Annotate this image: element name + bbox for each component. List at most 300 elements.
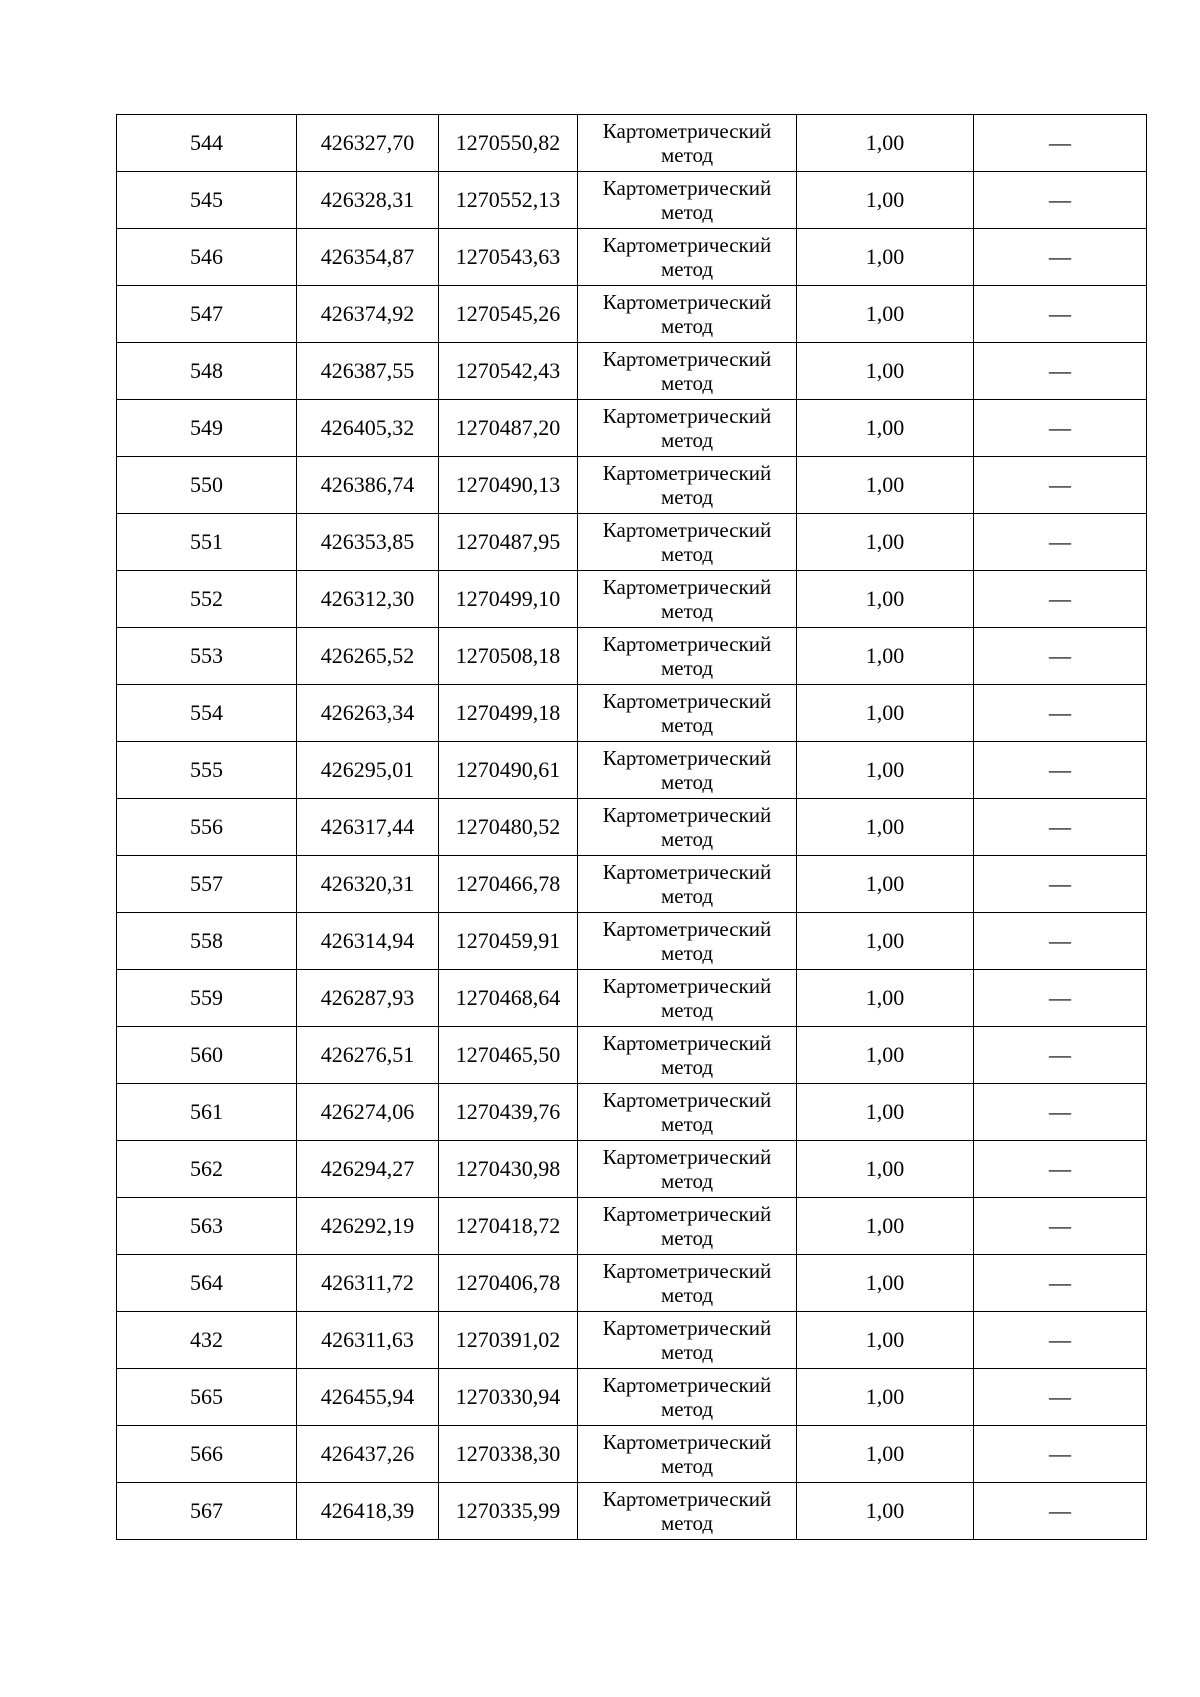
accuracy-cell [797, 1369, 974, 1426]
accuracy-cell [797, 229, 974, 286]
x-coordinate-cell [297, 799, 439, 856]
y-value: 1270552,13 [455, 186, 561, 212]
accuracy-value: 1,00 [865, 756, 905, 782]
point-value: 562 [190, 1155, 223, 1181]
x-coordinate-cell [297, 343, 439, 400]
note-cell [974, 1255, 1147, 1312]
y-coordinate-cell [439, 856, 578, 913]
point-value: 561 [190, 1098, 223, 1124]
point-number-cell [117, 1426, 297, 1483]
table-row [117, 1141, 1147, 1198]
note-cell [974, 1312, 1147, 1369]
method-value: Картометрический метод [602, 1258, 772, 1307]
accuracy-value: 1,00 [865, 186, 905, 212]
dash-value: — [1049, 1269, 1071, 1295]
table-row [117, 685, 1147, 742]
point-number-cell [117, 856, 297, 913]
x-value: 426387,55 [320, 357, 415, 383]
table-row [117, 742, 1147, 799]
point-number-cell [117, 799, 297, 856]
accuracy-value: 1,00 [865, 1497, 905, 1523]
point-number-cell [117, 913, 297, 970]
y-coordinate-cell [439, 970, 578, 1027]
point-value: 546 [190, 243, 223, 269]
method-cell [578, 628, 797, 685]
point-number-cell [117, 1198, 297, 1255]
point-number-cell [117, 742, 297, 799]
y-value: 1270468,64 [455, 984, 561, 1010]
method-value: Картометрический метод [602, 1201, 772, 1250]
y-value: 1270499,18 [455, 699, 561, 725]
point-number-cell [117, 685, 297, 742]
dash-value: — [1049, 1041, 1071, 1067]
y-coordinate-cell [439, 1141, 578, 1198]
x-value: 426320,31 [320, 870, 415, 896]
dash-value: — [1049, 243, 1071, 269]
method-cell [578, 799, 797, 856]
x-value: 426274,06 [320, 1098, 415, 1124]
y-value: 1270490,61 [455, 756, 561, 782]
accuracy-value: 1,00 [865, 1269, 905, 1295]
method-cell [578, 514, 797, 571]
method-cell [578, 1426, 797, 1483]
accuracy-cell [797, 1141, 974, 1198]
y-coordinate-cell [439, 1198, 578, 1255]
method-cell [578, 286, 797, 343]
dash-value: — [1049, 642, 1071, 668]
method-value: Картометрический метод [602, 175, 772, 224]
x-coordinate-cell [297, 172, 439, 229]
dash-value: — [1049, 756, 1071, 782]
dash-value: — [1049, 1155, 1071, 1181]
x-value: 426314,94 [320, 927, 415, 953]
y-value: 1270550,82 [455, 129, 561, 155]
note-cell [974, 1483, 1147, 1540]
table-row [117, 1198, 1147, 1255]
x-value: 426263,34 [320, 699, 415, 725]
point-value: 557 [190, 870, 223, 896]
x-value: 426405,32 [320, 414, 415, 440]
y-value: 1270487,95 [455, 528, 561, 554]
table-row [117, 514, 1147, 571]
method-cell [578, 571, 797, 628]
table-row [117, 856, 1147, 913]
x-coordinate-cell [297, 1312, 439, 1369]
accuracy-value: 1,00 [865, 1440, 905, 1466]
point-value: 558 [190, 927, 223, 953]
point-number-cell [117, 514, 297, 571]
point-value: 545 [190, 186, 223, 212]
accuracy-cell [797, 970, 974, 1027]
dash-value: — [1049, 186, 1071, 212]
point-value: 548 [190, 357, 223, 383]
point-number-cell [117, 1084, 297, 1141]
y-coordinate-cell [439, 742, 578, 799]
point-value: 566 [190, 1440, 223, 1466]
accuracy-value: 1,00 [865, 1041, 905, 1067]
accuracy-value: 1,00 [865, 870, 905, 896]
method-cell [578, 1084, 797, 1141]
y-coordinate-cell [439, 1369, 578, 1426]
table-row [117, 1483, 1147, 1540]
accuracy-value: 1,00 [865, 927, 905, 953]
point-number-cell [117, 1141, 297, 1198]
note-cell [974, 1369, 1147, 1426]
x-value: 426353,85 [320, 528, 415, 554]
method-value: Картометрический метод [602, 802, 772, 851]
y-value: 1270466,78 [455, 870, 561, 896]
x-value: 426386,74 [320, 471, 415, 497]
table-row [117, 970, 1147, 1027]
y-value: 1270439,76 [455, 1098, 561, 1124]
accuracy-value: 1,00 [865, 813, 905, 839]
y-coordinate-cell [439, 1426, 578, 1483]
method-value: Картометрический метод [602, 1372, 772, 1421]
x-coordinate-cell [297, 1027, 439, 1084]
dash-value: — [1049, 1497, 1071, 1523]
y-value: 1270335,99 [455, 1497, 561, 1523]
x-value: 426354,87 [320, 243, 415, 269]
note-cell [974, 514, 1147, 571]
method-cell [578, 1198, 797, 1255]
dash-value: — [1049, 984, 1071, 1010]
point-number-cell [117, 229, 297, 286]
y-coordinate-cell [439, 172, 578, 229]
note-cell [974, 571, 1147, 628]
method-cell [578, 457, 797, 514]
y-value: 1270499,10 [455, 585, 561, 611]
method-value: Картометрический метод [602, 1486, 772, 1535]
x-value: 426295,01 [320, 756, 415, 782]
point-value: 432 [190, 1326, 223, 1352]
x-value: 426327,70 [320, 129, 415, 155]
note-cell [974, 286, 1147, 343]
point-number-cell [117, 571, 297, 628]
x-coordinate-cell [297, 685, 439, 742]
x-coordinate-cell [297, 628, 439, 685]
accuracy-cell [797, 343, 974, 400]
method-value: Картометрический метод [602, 289, 772, 338]
y-value: 1270508,18 [455, 642, 561, 668]
x-coordinate-cell [297, 571, 439, 628]
note-cell [974, 457, 1147, 514]
x-value: 426294,27 [320, 1155, 415, 1181]
table-row [117, 1084, 1147, 1141]
point-value: 549 [190, 414, 223, 440]
y-value: 1270418,72 [455, 1212, 561, 1238]
dash-value: — [1049, 1098, 1071, 1124]
table-row [117, 400, 1147, 457]
method-value: Картометрический метод [602, 688, 772, 737]
x-value: 426265,52 [320, 642, 415, 668]
y-coordinate-cell [439, 1255, 578, 1312]
x-value: 426311,63 [321, 1326, 414, 1352]
note-cell [974, 172, 1147, 229]
method-cell [578, 400, 797, 457]
x-coordinate-cell [297, 457, 439, 514]
table-row [117, 172, 1147, 229]
point-number-cell [117, 115, 297, 172]
y-coordinate-cell [439, 1084, 578, 1141]
x-coordinate-cell [297, 913, 439, 970]
table-row [117, 571, 1147, 628]
accuracy-cell [797, 1255, 974, 1312]
y-coordinate-cell [439, 1483, 578, 1540]
accuracy-cell [797, 1426, 974, 1483]
method-value: Картометрический метод [602, 973, 772, 1022]
note-cell [974, 685, 1147, 742]
method-cell [578, 913, 797, 970]
table-row [117, 1426, 1147, 1483]
accuracy-value: 1,00 [865, 243, 905, 269]
method-cell [578, 1141, 797, 1198]
x-coordinate-cell [297, 1483, 439, 1540]
dash-value: — [1049, 129, 1071, 155]
point-number-cell [117, 1369, 297, 1426]
y-coordinate-cell [439, 229, 578, 286]
y-value: 1270459,91 [455, 927, 561, 953]
method-cell [578, 343, 797, 400]
accuracy-cell [797, 115, 974, 172]
x-coordinate-cell [297, 742, 439, 799]
point-value: 559 [190, 984, 223, 1010]
y-value: 1270487,20 [455, 414, 561, 440]
x-coordinate-cell [297, 856, 439, 913]
y-value: 1270330,94 [455, 1383, 561, 1409]
method-cell [578, 1027, 797, 1084]
accuracy-cell [797, 1027, 974, 1084]
method-cell [578, 1483, 797, 1540]
accuracy-value: 1,00 [865, 300, 905, 326]
method-value: Картометрический метод [602, 631, 772, 680]
x-coordinate-cell [297, 514, 439, 571]
accuracy-cell [797, 457, 974, 514]
method-cell [578, 229, 797, 286]
dash-value: — [1049, 357, 1071, 383]
method-value: Картометрический метод [602, 1087, 772, 1136]
note-cell [974, 115, 1147, 172]
accuracy-value: 1,00 [865, 585, 905, 611]
method-value: Картометрический метод [602, 517, 772, 566]
x-coordinate-cell [297, 286, 439, 343]
accuracy-cell [797, 685, 974, 742]
point-value: 554 [190, 699, 223, 725]
accuracy-cell [797, 1483, 974, 1540]
table-row [117, 1312, 1147, 1369]
method-value: Картометрический метод [602, 232, 772, 281]
y-coordinate-cell [439, 286, 578, 343]
accuracy-cell [797, 172, 974, 229]
method-cell [578, 856, 797, 913]
table-row [117, 115, 1147, 172]
point-value: 564 [190, 1269, 223, 1295]
table-row [117, 1369, 1147, 1426]
x-coordinate-cell [297, 1369, 439, 1426]
y-coordinate-cell [439, 514, 578, 571]
table-row [117, 628, 1147, 685]
dash-value: — [1049, 699, 1071, 725]
y-value: 1270391,02 [455, 1326, 561, 1352]
x-coordinate-cell [297, 1255, 439, 1312]
method-value: Картометрический метод [602, 346, 772, 395]
coordinates-table [116, 114, 1147, 1540]
accuracy-cell [797, 571, 974, 628]
y-value: 1270542,43 [455, 357, 561, 383]
accuracy-cell [797, 742, 974, 799]
point-number-cell [117, 286, 297, 343]
x-value: 426455,94 [320, 1383, 415, 1409]
accuracy-cell [797, 1198, 974, 1255]
note-cell [974, 229, 1147, 286]
dash-value: — [1049, 813, 1071, 839]
note-cell [974, 1027, 1147, 1084]
method-cell [578, 742, 797, 799]
method-cell [578, 115, 797, 172]
x-value: 426317,44 [320, 813, 415, 839]
y-coordinate-cell [439, 799, 578, 856]
dash-value: — [1049, 1383, 1071, 1409]
accuracy-value: 1,00 [865, 1098, 905, 1124]
y-coordinate-cell [439, 628, 578, 685]
y-value: 1270465,50 [455, 1041, 561, 1067]
y-value: 1270490,13 [455, 471, 561, 497]
point-number-cell [117, 628, 297, 685]
x-coordinate-cell [297, 970, 439, 1027]
x-coordinate-cell [297, 1141, 439, 1198]
point-value: 563 [190, 1212, 223, 1238]
accuracy-value: 1,00 [865, 129, 905, 155]
point-number-cell [117, 343, 297, 400]
point-number-cell [117, 457, 297, 514]
note-cell [974, 970, 1147, 1027]
method-cell [578, 1312, 797, 1369]
point-value: 550 [190, 471, 223, 497]
note-cell [974, 799, 1147, 856]
dash-value: — [1049, 1440, 1071, 1466]
y-value: 1270338,30 [455, 1440, 561, 1466]
table-row [117, 343, 1147, 400]
accuracy-cell [797, 514, 974, 571]
x-value: 426276,51 [320, 1041, 415, 1067]
y-coordinate-cell [439, 571, 578, 628]
accuracy-cell [797, 856, 974, 913]
note-cell [974, 1141, 1147, 1198]
accuracy-value: 1,00 [865, 528, 905, 554]
method-cell [578, 970, 797, 1027]
dash-value: — [1049, 927, 1071, 953]
accuracy-value: 1,00 [865, 414, 905, 440]
method-cell [578, 172, 797, 229]
method-value: Картометрический метод [602, 916, 772, 965]
accuracy-value: 1,00 [865, 642, 905, 668]
method-cell [578, 1255, 797, 1312]
x-coordinate-cell [297, 1426, 439, 1483]
dash-value: — [1049, 870, 1071, 896]
dash-value: — [1049, 585, 1071, 611]
method-value: Картометрический метод [602, 403, 772, 452]
method-value: Картометрический метод [602, 1030, 772, 1079]
method-value: Картометрический метод [602, 1315, 772, 1364]
point-number-cell [117, 1027, 297, 1084]
accuracy-value: 1,00 [865, 1155, 905, 1181]
point-value: 565 [190, 1383, 223, 1409]
x-value: 426287,93 [320, 984, 415, 1010]
point-value: 556 [190, 813, 223, 839]
x-coordinate-cell [297, 115, 439, 172]
accuracy-value: 1,00 [865, 699, 905, 725]
method-value: Картометрический метод [602, 574, 772, 623]
y-value: 1270430,98 [455, 1155, 561, 1181]
y-coordinate-cell [439, 457, 578, 514]
method-value: Картометрический метод [602, 460, 772, 509]
x-value: 426374,92 [320, 300, 415, 326]
y-value: 1270480,52 [455, 813, 561, 839]
note-cell [974, 1084, 1147, 1141]
point-number-cell [117, 400, 297, 457]
x-coordinate-cell [297, 400, 439, 457]
point-value: 551 [190, 528, 223, 554]
note-cell [974, 1426, 1147, 1483]
x-value: 426312,30 [320, 585, 415, 611]
x-coordinate-cell [297, 1198, 439, 1255]
coordinates-table-body [117, 115, 1147, 1540]
dash-value: — [1049, 300, 1071, 326]
note-cell [974, 400, 1147, 457]
y-coordinate-cell [439, 115, 578, 172]
point-number-cell [117, 1483, 297, 1540]
accuracy-cell [797, 799, 974, 856]
table-row [117, 913, 1147, 970]
method-value: Картометрический метод [602, 1144, 772, 1193]
accuracy-cell [797, 628, 974, 685]
note-cell [974, 343, 1147, 400]
y-coordinate-cell [439, 685, 578, 742]
point-value: 555 [190, 756, 223, 782]
table-row [117, 457, 1147, 514]
dash-value: — [1049, 1326, 1071, 1352]
accuracy-cell [797, 1312, 974, 1369]
y-value: 1270545,26 [455, 300, 561, 326]
x-value: 426311,72 [321, 1269, 414, 1295]
accuracy-value: 1,00 [865, 1212, 905, 1238]
point-value: 552 [190, 585, 223, 611]
x-value: 426418,39 [320, 1497, 415, 1523]
y-coordinate-cell [439, 400, 578, 457]
method-value: Картометрический метод [602, 745, 772, 794]
point-value: 567 [190, 1497, 223, 1523]
table-row [117, 229, 1147, 286]
point-value: 560 [190, 1041, 223, 1067]
note-cell [974, 742, 1147, 799]
x-coordinate-cell [297, 229, 439, 286]
y-coordinate-cell [439, 1027, 578, 1084]
note-cell [974, 856, 1147, 913]
y-value: 1270406,78 [455, 1269, 561, 1295]
table-row [117, 1027, 1147, 1084]
accuracy-value: 1,00 [865, 984, 905, 1010]
table-row [117, 1255, 1147, 1312]
accuracy-cell [797, 286, 974, 343]
y-value: 1270543,63 [455, 243, 561, 269]
x-coordinate-cell [297, 1084, 439, 1141]
accuracy-cell [797, 913, 974, 970]
point-number-cell [117, 172, 297, 229]
method-cell [578, 1369, 797, 1426]
point-number-cell [117, 970, 297, 1027]
point-number-cell [117, 1255, 297, 1312]
accuracy-value: 1,00 [865, 1383, 905, 1409]
point-value: 544 [190, 129, 223, 155]
